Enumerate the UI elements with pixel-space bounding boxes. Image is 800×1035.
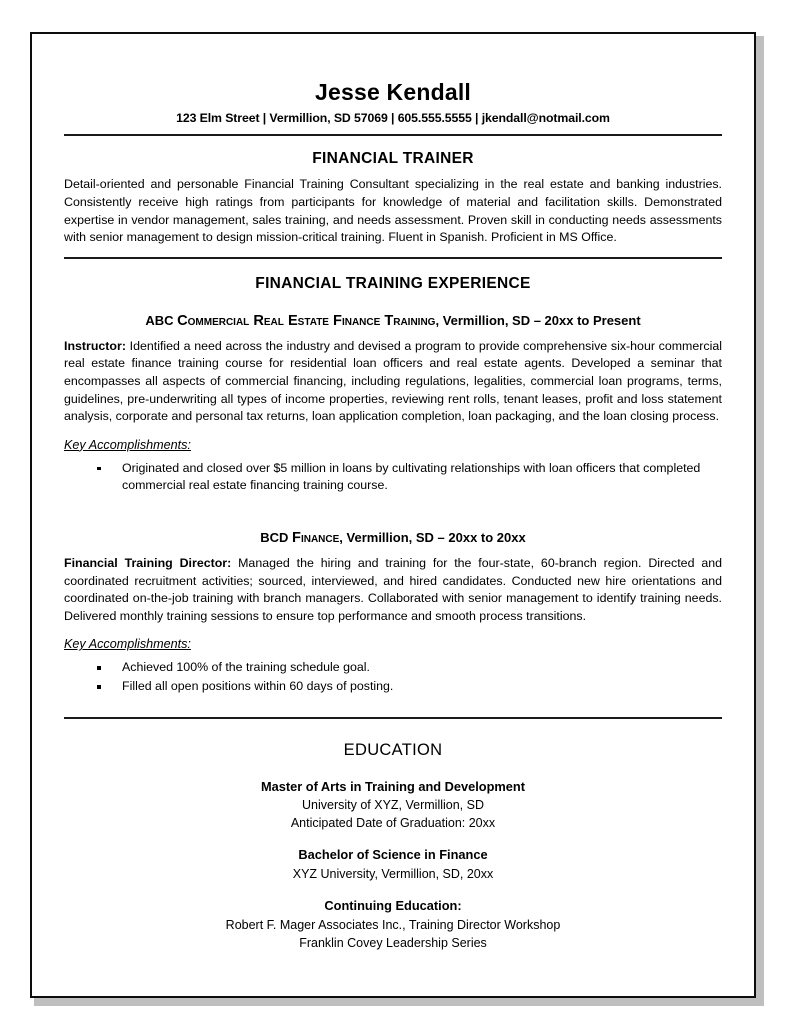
education-divider [64,717,722,719]
summary-paragraph: Detail-oriented and personable Financial Training Consultant specializing in the real estate and banking industries. Consistently receive high ratings from participants for knowledge of material and facilitation skills. Demonstrated expertise in vendor management, sales training, and needs assessment. Proven skill in conducting needs assessments with senior management to design mission-critical training. Fluent in Spanish. Proficient in MS Office. [64,177,722,245]
accomplishment-text: Achieved 100% of the training schedule goal. [122,660,370,675]
accomplishments-list [64,659,722,695]
contact-line: 123 Elm Street | Vermillion, SD 57069 | 605.555.5555 | jkendall@notmail.com [176,111,610,126]
summary-divider [64,257,722,259]
job-description-text: Identified a need across the industry and devised a program to provide comprehensive six-hour commercial real estate finance training course for residential loan officers and real estate agents. Developed a seminar that encompasses all aspects of commercial financing, including regulations, legalities, commercial loan programs, terms, guidelines, pre-underwriting all types of income properties, reviewing rent rolls, tenant leases, profit and loss statement analysis, corporate and personal tax returns, loan application completion, loan packaging, and the loan closing process. [64,338,722,424]
education-degree: Master of Arts in Training and Development [260,778,526,794]
job-company-heading [64,313,722,329]
job-company-heading [64,530,722,546]
education-title: EDUCATION [343,740,443,759]
company-lead: BCD [260,530,293,545]
job-description-text: Managed the hiring and training for the four-state, 60-branch region. Directed and coordinated recruitment activities; sourced, interviewed, and hired candidates. Conducted new hire orientations and coordinated on-the-job training with branch managers. Collaborated with senior management to identify training needs. Delivered monthly training sessions to ensure top performance and smooth process transitions. [64,556,722,623]
job-entry [64,530,722,696]
education-spacer [64,697,722,717]
job-role-label: Financial Training Director: [64,556,232,570]
resume-page [30,32,756,998]
education-detail: Anticipated Date of Graduation: 20xx [290,816,496,831]
accomplishments-label: Key Accomplishments: [64,437,191,452]
resume-content [32,34,754,996]
company-name: Finance [292,530,340,546]
job-role-label: Instructor: [64,338,126,353]
job-description [64,338,722,426]
job-spacer [64,496,722,530]
experience-title: FINANCIAL TRAINING EXPERIENCE [255,274,531,292]
accomplishments-list [64,460,722,495]
company-location-dates: , Vermillion, SD – 20xx to Present [435,312,641,328]
job-description [64,555,722,625]
list-item [122,659,722,677]
education-degree: Continuing Education: [324,898,462,914]
education-detail: University of XYZ, Vermillion, SD [302,798,484,813]
education-entry [64,897,722,952]
education-detail: Robert F. Mager Associates Inc., Training Director Workshop [225,917,561,932]
candidate-name: Jesse Kendall [314,79,472,105]
company-location-dates: , Vermillion, SD – 20xx to 20xx [339,530,526,545]
education-detail: Franklin Covey Leadership Series [299,935,487,950]
summary-title: FINANCIAL TRAINER [312,150,474,168]
education-entry [64,846,722,883]
education-detail: XYZ University, Vermillion, SD, 20xx [292,867,494,881]
accomplishment-text: Filled all open positions within 60 days of posting. [122,679,394,694]
company-name: Commercial Real Estate Finance Training [177,312,436,329]
education-entry [64,778,722,833]
accomplishments-label: Key Accomplishments: [64,637,191,652]
education-degree: Bachelor of Science in Finance [298,847,488,863]
company-lead: ABC [145,312,178,328]
header-divider [64,134,722,136]
list-item [122,460,722,495]
job-entry [64,313,722,495]
list-item [122,678,722,696]
accomplishment-text: Originated and closed over $5 million in loans by cultivating relationships with loan officers that completed commercial real estate financing training course. [122,460,701,493]
